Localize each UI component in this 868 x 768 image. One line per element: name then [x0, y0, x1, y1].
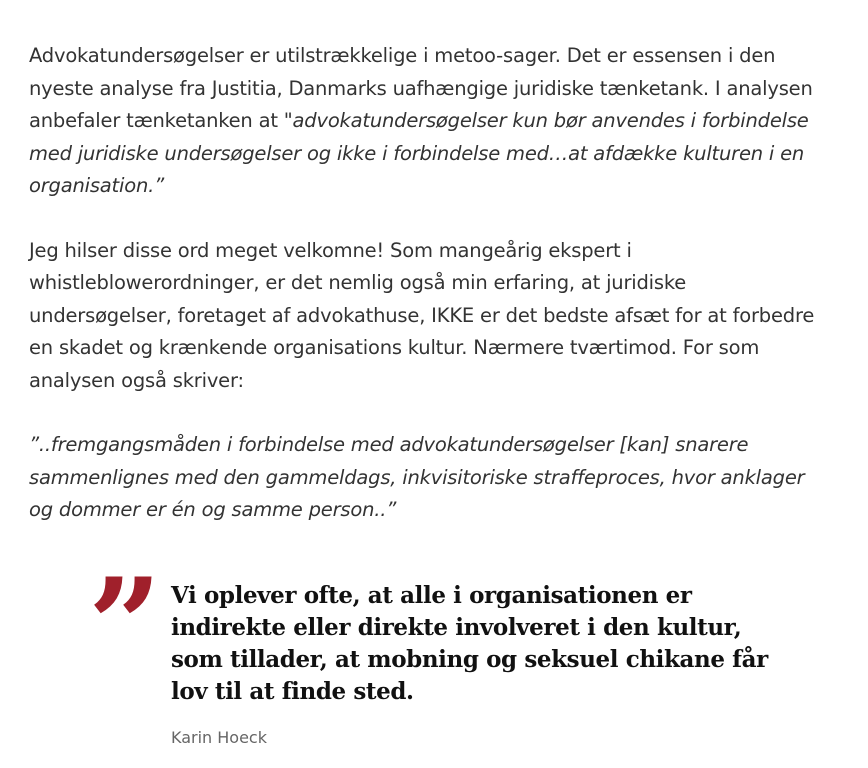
pull-quote-text: Vi oplever ofte, at alle i organisationen er indirekte eller direkte involveret i den kultur, som tillader, at mobning og seksuel chikane får lov til at finde sted.	[171, 582, 768, 705]
article-body	[29, 40, 829, 559]
paragraph-intro	[29, 40, 829, 203]
paragraph-quote-text: ”..fremgangsmåden i forbindelse med advokatundersøgelser [kan] snarere sammenlignes med den gammeldags, inkvisitoriske straffeproces, hvor anklager og dommer er én og samme person..”	[29, 433, 805, 521]
paragraph-opinion: Jeg hilser disse ord meget velkomne! Som mangeårig ekspert i whistleblowerordninger, er det nemlig også min erfaring, at juridiske undersøgelser, foretaget af advokathuse, IKKE er det bedste afsæt for at forbedre en skadet og krænkende organisations kultur. Nærmere tværtimod. For som analysen også skriver:	[29, 238, 815, 392]
paragraph-quote	[29, 429, 829, 527]
paragraph-intro-quote: "advokatundersøgelser kun bør anvendes i forbindelse med juridiske undersøgelser og ikke i forbindelse med…at afdække kulturen i en organisation.”	[29, 109, 809, 197]
quote-mark-icon: ”	[88, 551, 162, 701]
paragraph-intro-text: Advokatundersøgelser er utilstrækkelige i metoo-sager. Det er essensen i den nyeste analyse fra Justitia, Danmarks uafhængige juridiske tænketank. I analysen anbefaler tænketanken at	[29, 44, 813, 132]
pull-quote-author: Karin Hoeck	[171, 728, 267, 747]
